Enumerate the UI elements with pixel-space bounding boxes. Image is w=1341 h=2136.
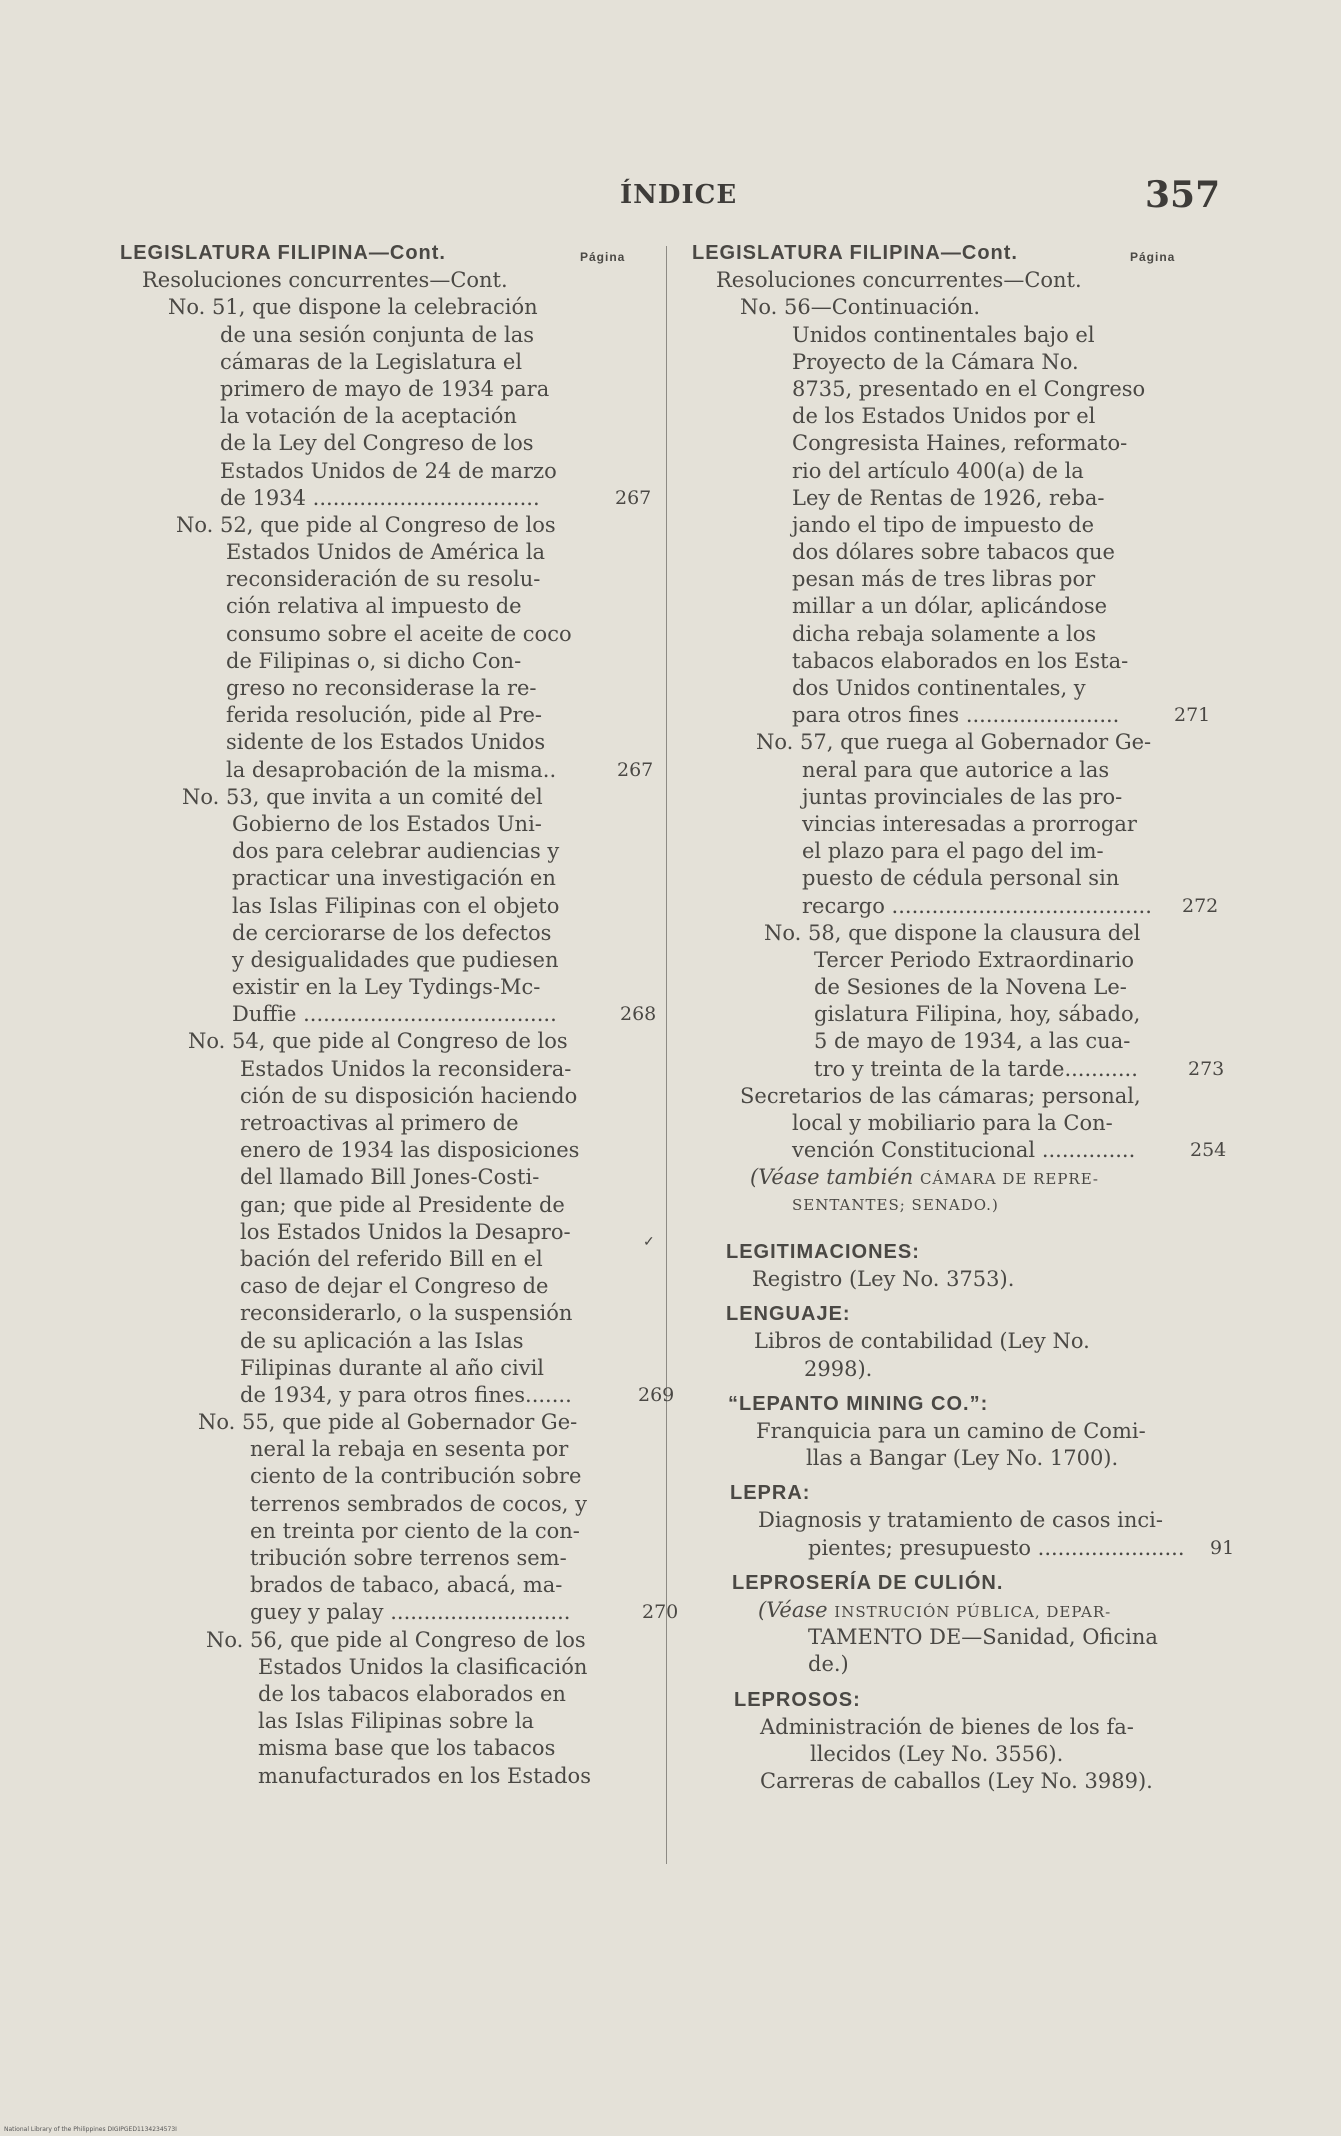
entry-line: No. 53, que invita a un comité del	[182, 784, 543, 809]
entry-line: neral para que autorice a las	[802, 757, 1110, 782]
entry-line: de 1934, y para otros fines....... 269	[120, 1382, 660, 1409]
entry-heading: “LEPANTO MINING CO.”:	[728, 1392, 989, 1415]
cross-reference: (Véase INSTRUCIÓN PÚBLICA, DEPAR-	[758, 1598, 1112, 1622]
entry-line: neral la rebaja en sesenta por	[250, 1437, 569, 1462]
entry-line: Registro (Ley No. 3753).	[752, 1266, 1015, 1291]
entry-line: sidente de los Estados Unidos	[226, 730, 546, 755]
cross-reference: TAMENTO DE—Sanidad, Oficina	[808, 1625, 1158, 1650]
entry-line: bación del referido Bill en el	[240, 1246, 543, 1271]
entry-line: vincias interesadas a prorrogar	[802, 811, 1137, 836]
page-ref: 267	[615, 486, 652, 509]
entry-line: el plazo para el pago del im-	[802, 839, 1104, 864]
entry-line: en treinta por ciento de la con-	[250, 1518, 580, 1543]
page-ref: 273	[1188, 1057, 1225, 1080]
entry-line: tro y treinta de la tarde........... 273	[692, 1056, 1220, 1083]
entry-line: Estados Unidos la clasificación	[258, 1654, 588, 1679]
entry-line: misma base que los tabacos	[258, 1736, 556, 1761]
entry-line: No. 56, que pide al Congreso de los	[206, 1627, 586, 1652]
entry-line: 8735, presentado en el Congreso	[792, 376, 1146, 401]
entry-line: No. 55, que pide al Gobernador Ge-	[198, 1410, 578, 1435]
entry-line: Tercer Periodo Extraordinario	[814, 947, 1134, 972]
stray-mark: ✓	[643, 1234, 655, 1250]
entry-line: jando el tipo de impuesto de	[792, 512, 1095, 537]
entry-line: ferida resolución, pide al Pre-	[226, 703, 543, 728]
entry-line: de cerciorarse de los defectos	[232, 920, 552, 945]
entry-line: puesto de cédula personal sin	[802, 866, 1120, 891]
entry-line: local y mobiliario para la Con-	[792, 1111, 1113, 1135]
entry-line: ción de su disposición haciendo	[240, 1083, 578, 1108]
entry-line: 2998).	[804, 1356, 873, 1381]
entry-line: Congresista Haines, reformato-	[792, 431, 1128, 456]
entry-line: de la Ley del Congreso de los	[220, 431, 534, 456]
entry-line: greso no reconsiderase la re-	[226, 676, 537, 700]
entry-line: Estados Unidos la reconsidera-	[240, 1056, 572, 1081]
entry-line: llecidos (Ley No. 3556).	[810, 1741, 1064, 1766]
entry-line: Secretarios de las cámaras; personal,	[740, 1083, 1141, 1108]
entry-line: de Filipinas o, si dicho Con-	[226, 648, 522, 673]
entry-line: reconsiderarlo, o la suspensión	[240, 1301, 573, 1326]
entry-line: vención Constitucional .............. 254	[692, 1137, 1220, 1164]
entry-line: y desigualidades que pudiesen	[232, 947, 559, 972]
entry-line: Proyecto de la Cámara No.	[792, 349, 1079, 374]
entry-line: manufacturados en los Estados	[258, 1763, 591, 1788]
cross-reference: SENTANTES; SENADO.)	[792, 1195, 999, 1214]
entry-line: de los Estados Unidos por el	[792, 404, 1096, 429]
entry-line: de una sesión conjunta de las	[220, 322, 535, 347]
entry-line: Estados Unidos de América la	[226, 540, 546, 565]
entry-line: gislatura Filipina, hoy, sábado,	[814, 1002, 1141, 1027]
entry-line: enero de 1934 las disposiciones	[240, 1138, 580, 1163]
entry-line: reconsideración de su resolu-	[226, 567, 541, 592]
entry-line: 5 de mayo de 1934, a las cua-	[814, 1029, 1131, 1054]
entry-line: de 1934 .................................. 267	[120, 485, 660, 512]
entry-line: del llamado Bill Jones-Costi-	[240, 1165, 540, 1190]
entry-line: gan; que pide al Presidente de	[240, 1192, 565, 1217]
entry-line: Franquicia para un camino de Comi-	[756, 1418, 1146, 1443]
subsection-heading: Resoluciones concurrentes—Cont.	[142, 268, 508, 293]
entry-line: tribución sobre terrenos sem-	[250, 1546, 567, 1570]
entry-line: Filipinas durante al año civil	[240, 1355, 545, 1380]
entry-line: Diagnosis y tratamiento de casos inci-	[758, 1508, 1163, 1533]
entry-line: Unidos continentales bajo el	[792, 322, 1095, 347]
entry-line: No. 57, que ruega al Gobernador Ge-	[756, 730, 1152, 755]
entry-line: cámaras de la Legislatura el	[220, 349, 523, 374]
entry-line: No. 54, que pide al Congreso de los	[188, 1029, 568, 1054]
entry-line: dicha rebaja solamente a los	[792, 621, 1097, 646]
entry-line: pientes; presupuesto ...................... 91	[692, 1535, 1220, 1562]
page-ref: 272	[1182, 894, 1219, 917]
footer-watermark: National Library of the Philippines DIGIPGED1134234573I	[4, 2126, 177, 2133]
entry-line: Libros de contabilidad (Ley No.	[754, 1329, 1090, 1354]
page-ref: 268	[620, 1003, 657, 1026]
entry-line: terrenos sembrados de cocos, y	[250, 1491, 587, 1516]
entry-line: para otros fines ....................... 271	[692, 702, 1220, 729]
entry-line: dos Unidos continentales, y	[792, 676, 1086, 700]
entry-line: ciento de la contribución sobre	[250, 1464, 582, 1489]
entry-line: dos para celebrar audiencias y	[232, 839, 560, 864]
section-heading: LEGISLATURA FILIPINA—Cont. Página	[692, 240, 1220, 267]
entry-line: No. 51, que dispone la celebración	[168, 295, 538, 320]
entry-line: Carreras de caballos (Ley No. 3989).	[760, 1769, 1153, 1794]
entry-line: Gobierno de los Estados Uni-	[232, 811, 542, 836]
page-number: 357	[1145, 174, 1221, 216]
entry-line: tabacos elaborados en los Esta-	[792, 648, 1129, 673]
page-ref: 270	[642, 1601, 679, 1624]
entry-line: rio del artículo 400(a) de la	[792, 458, 1084, 483]
left-column	[120, 240, 679, 1790]
entry-line: Ley de Rentas de 1926, reba-	[792, 485, 1105, 510]
right-column	[692, 240, 1235, 1795]
entry-line: primero de mayo de 1934 para	[220, 376, 550, 401]
entry-line: juntas provinciales de las pro-	[802, 784, 1123, 809]
entry-heading: LEPROSOS:	[734, 1688, 861, 1711]
entry-line: dos dólares sobre tabacos que	[792, 540, 1115, 565]
section-heading: LEGISLATURA FILIPINA—Cont. Página	[120, 240, 660, 267]
entry-line: existir en la Ley Tydings-Mc-	[232, 975, 541, 1000]
entry-line: pesan más de tres libras por	[792, 567, 1096, 592]
entry-line: No. 52, que pide al Congreso de los	[176, 512, 556, 537]
subsection-heading: No. 56—Continuación.	[740, 295, 981, 320]
entry-line: las Islas Filipinas sobre la	[258, 1709, 535, 1734]
entry-heading: LEGITIMACIONES:	[726, 1240, 920, 1263]
entry-line: Estados Unidos de 24 de marzo	[220, 458, 557, 483]
entry-heading: LENGUAJE:	[726, 1303, 851, 1326]
entry-line: la votación de la aceptación	[220, 404, 517, 429]
cross-reference: de.)	[808, 1652, 849, 1677]
entry-heading: LEPRA:	[730, 1482, 811, 1505]
entry-line: guey y palay ........................... 270	[120, 1599, 660, 1626]
page-title: ÍNDICE	[620, 180, 738, 210]
entry-line: millar a un dólar, aplicándose	[792, 594, 1108, 619]
entry-line: de su aplicación a las Islas	[240, 1328, 524, 1353]
page-ref: 254	[1190, 1139, 1227, 1162]
entry-line: llas a Bangar (Ley No. 1700).	[806, 1446, 1119, 1471]
entry-line: caso de dejar el Congreso de	[240, 1274, 549, 1299]
entry-line: consumo sobre el aceite de coco	[226, 621, 572, 646]
page-column-label: Página	[580, 250, 626, 264]
page-ref: 271	[1174, 704, 1211, 727]
entry-line: No. 58, que dispone la clausura del	[764, 920, 1141, 945]
entry-line: Administración de bienes de los fa-	[760, 1714, 1134, 1739]
entry-line: Duffie ...................................... 268	[120, 1001, 660, 1028]
page-ref: 91	[1210, 1536, 1235, 1559]
cross-reference: (Véase también CÁMARA DE REPRE-	[750, 1165, 1100, 1190]
entry-line: la desaprobación de la misma.. 267	[120, 757, 660, 784]
entry-line: recargo ....................................... 272	[692, 893, 1220, 920]
page-column-label: Página	[1130, 250, 1176, 264]
entry-line: los Estados Unidos la Desapro-	[240, 1219, 571, 1244]
entry-line: brados de tabaco, abacá, ma-	[250, 1573, 563, 1598]
entry-line: de los tabacos elaborados en	[258, 1681, 566, 1706]
entry-line: de Sesiones de la Novena Le-	[814, 975, 1127, 1000]
page-ref: 269	[638, 1383, 675, 1406]
entry-line: practicar una investigación en	[232, 866, 556, 891]
entry-heading: LEPROSERÍA DE CULIÓN.	[732, 1571, 1004, 1594]
page-ref: 267	[617, 758, 654, 781]
entry-line: retroactivas al primero de	[240, 1111, 519, 1135]
subsection-heading: Resoluciones concurrentes—Cont.	[716, 268, 1082, 293]
entry-line: ción relativa al impuesto de	[226, 594, 522, 619]
entry-line: las Islas Filipinas con el objeto	[232, 893, 560, 918]
